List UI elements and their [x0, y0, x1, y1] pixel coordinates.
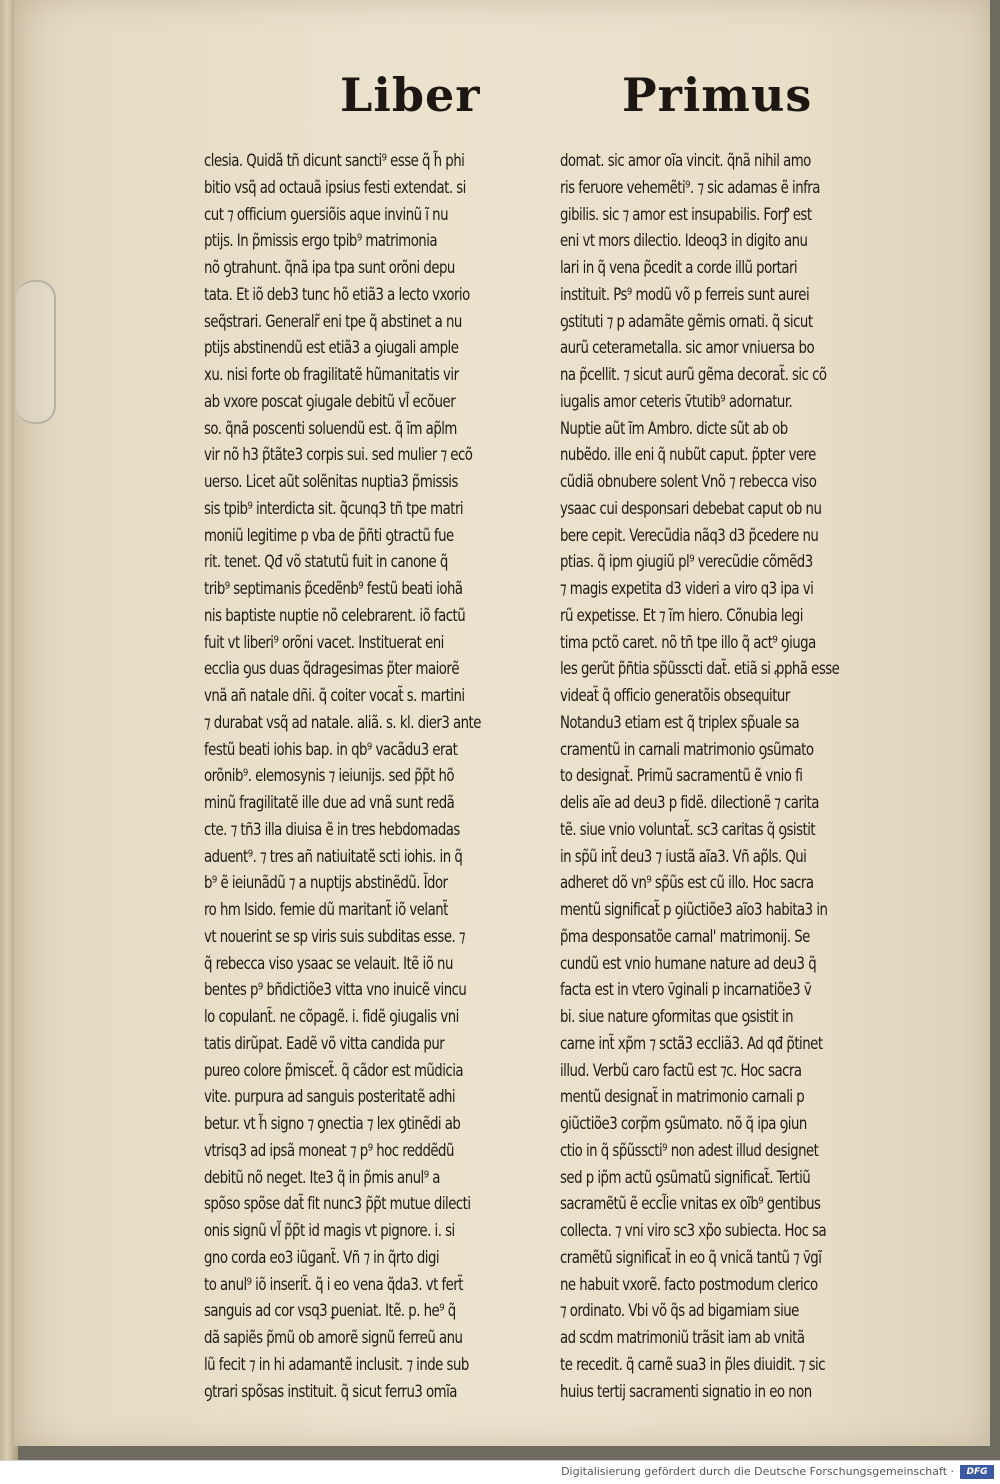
text-line: lo copulant̃. ne cõpagẽ. i. fidẽ ꝯiugalis vni — [204, 1007, 459, 1027]
text-line: tẽ. siue vnio voluntat̃. sc3 caritas q̃ ꝯsistit — [560, 819, 816, 840]
left-text-column — [204, 148, 544, 1405]
paper-clip — [16, 280, 56, 424]
text-line: ris feruore vehemẽti⁹. ⁊ sic adamas ẽ infra — [560, 177, 820, 198]
text-line: ptijs abstinendũ est etiã3 a ꝯiugali ample — [204, 338, 459, 359]
text-line: nis baptiste nuptie nõ celebrarent. iõ factũ — [204, 605, 466, 626]
text-line: cundũ est vnio humane nature ad deu3 q̃ — [560, 953, 817, 974]
text-line: cũdiã obnubere solent Vnõ ⁊ rebecca viso — [560, 472, 817, 492]
funding-notice: Digitalisierung gefördert durch die Deutsche Forschungsgemeinschaft · — [561, 1465, 954, 1478]
text-line: to anul⁹ iõ inserit̃. q̃ i eo vena q̃da3. vt fert̃ — [204, 1274, 463, 1295]
text-line: trib⁹ septimanis p̃cedẽnb⁹ festũ beati iohã — [204, 579, 463, 599]
text-line: lũ fecit ⁊ in hi adamantẽ inclusit. ⁊ inde sub — [204, 1354, 469, 1375]
text-line: so. q̃nã poscenti soluendũ est. q̃ ĩm ap̃lm — [204, 418, 457, 439]
text-line: sanguis ad cor vsq3 ꝑueniat. Itẽ. p. he⁹ q̃ — [204, 1301, 456, 1322]
text-line: tima pctõ caret. nõ tñ tpe illo q̃ act⁹ ꝯiuga — [560, 632, 816, 653]
text-line: nubẽdo. ille eni q̃ nubũt caput. p̃pter vere — [560, 445, 816, 466]
text-line: huius tertij sacramenti signatio in eo non — [560, 1381, 812, 1402]
text-line: gibilis. sic ⁊ amor est insupabilis. Forꝭ est — [560, 204, 812, 225]
text-line: videat̃ q̃ officio generatõis obsequitur — [560, 686, 790, 706]
text-line: gno corda eo3 iũgant̃. Vñ ⁊ in q̃rto digi — [204, 1247, 440, 1268]
right-text-column — [560, 148, 898, 1405]
text-line: ad scdm matrimoniũ trãsit iam ab vnitã — [560, 1328, 805, 1348]
text-line: cramẽtũ significat̃ in eo q̃ vnicã tantũ ⁊ v̄gĩ — [560, 1247, 822, 1268]
text-line: debitũ nõ neget. Ite3 q̃ in p̃mis anul⁹ a — [204, 1167, 440, 1188]
text-line: p̃ma desponsatõe carnal' matrimonij. Se — [560, 926, 810, 947]
text-line: betur. vt h̃ signo ⁊ ꝯnectia ⁊ lex ꝯtinẽdi ab — [204, 1114, 461, 1134]
text-line: vite. purpura ad sanguis posteritatẽ adhi — [204, 1087, 456, 1108]
text-line: clesia. Quidã tñ dicunt sancti⁹ esse q̃ h̃ phi — [204, 151, 465, 171]
text-line: aurũ ceterametalla. sic amor vniuersa bo — [560, 338, 815, 359]
text-line: spõso spõse dat̃ fit nunc3 p̃p̃t mutue dilecti — [204, 1194, 471, 1215]
text-line: q̃ rebecca viso ysaac se velauit. Itẽ iõ nu — [204, 953, 453, 974]
text-line: b⁹ ẽ ieiunãdũ ⁊ a nuptijs abstinẽdũ. Ĩdor — [204, 873, 448, 894]
text-line: ro hm Isido. femie dũ maritant̃ iõ velant̃ — [204, 900, 448, 920]
text-line: bentes p⁹ bñdictiõe3 vitta vno inuicẽ vincu — [204, 980, 467, 1001]
dfg-logo: DFG — [960, 1465, 994, 1479]
text-line: cramentũ in carnali matrimonio ꝯsũmato — [560, 739, 814, 760]
text-line: domat. sic amor oĩa vincit. q̃nã nihil amo — [560, 151, 811, 171]
text-line: tata. Et iõ deb3 tunc hõ etiã3 a lecto vxorio — [204, 284, 470, 305]
digitization-footer — [0, 1460, 1000, 1484]
text-line: ysaac cui desponsari debebat caput ob nu — [560, 498, 822, 519]
text-line: minũ fragilitatẽ ille due ad vnã sunt redã — [204, 793, 455, 813]
text-line: cte. ⁊ tñ3 illa diuisa ẽ in tres hebdomadas — [204, 819, 460, 840]
text-line: festũ beati iohis bap. in qb⁹ vacãdu3 erat — [204, 739, 458, 760]
text-line: instituit. Ps⁹ modũ võ p ferreis sunt aurei — [560, 284, 810, 305]
text-line: na p̃cellit. ⁊ sicut aurũ gẽma decorat̃. sic cõ — [560, 365, 827, 385]
text-line: Nuptie aũt ĩm Ambro. dicte sũt ab ob — [560, 418, 788, 439]
text-line: ⁊ magis expetita d3 videri a viro q3 ipa vi — [560, 579, 814, 599]
text-line: lari in q̃ vena p̃cedit a corde illũ portari — [560, 258, 798, 278]
text-line: facta est in vtero v̄ginali p incarnatiõe3 v̄ — [560, 980, 812, 1001]
text-line: aduent⁹. ⁊ tres añ natiuitatẽ scti iohis. in q̃ — [204, 846, 463, 867]
text-line: te recedit. q̃ carnẽ sua3 in p̃les diuidit. ⁊ sic — [560, 1354, 825, 1375]
text-line: to designat̃. Primũ sacramentũ ẽ vnio fi — [560, 766, 803, 787]
text-line: dã sapiẽs p̃mũ ob amorẽ signũ ferreũ anu — [204, 1328, 463, 1348]
text-line: onis signũ vl̃ p̃p̃t id magis vt pignore. i. si — [204, 1221, 455, 1241]
text-line: moniũ legitime p vba de p̃ñti ꝯtractũ fue — [204, 525, 454, 546]
text-line: orõnib⁹. elemosynis ⁊ ieiunijs. sed p̃p̃t hõ — [204, 766, 455, 787]
text-line: Notandu3 etiam est q̃ triplex sp̃uale sa — [560, 712, 800, 733]
text-line: xu. nisi forte ob fragilitatẽ hũmanitatis vir — [204, 365, 459, 385]
text-line: mentũ designat̃ in matrimonio carnali p — [560, 1087, 805, 1108]
text-line: delis aĩe ad deu3 p fidẽ. dilectionẽ ⁊ carita — [560, 793, 819, 813]
text-line: fuit vt liberi⁹ orõni vacet. Instituerat eni — [204, 632, 444, 653]
text-line: ab vxore poscat ꝯiugale debitũ vl̃ ecõuer — [204, 391, 456, 412]
text-line: rũ expetisse. Et ⁊ ĩm hiero. Cõnubia legi — [560, 605, 803, 626]
text-line: eni vt mors dilectio. Ideoq3 in digito anu — [560, 231, 808, 252]
text-line: ꝯtrari spõsas instituit. q̃ sicut ferru3 omĩa — [204, 1381, 457, 1402]
text-line: ⁊ durabat vsq̃ ad natale. aliã. s. kl. dier3 ante — [204, 712, 481, 733]
text-line: adheret dõ vn⁹ sp̃ũs est cũ illo. Hoc sacra — [560, 873, 814, 894]
text-line: nõ ꝯtrahunt. q̃nã ipa tpa sunt orõni depu — [204, 258, 455, 278]
text-line: vt nouerint se sp viris suis subditas esse. ⁊ — [204, 926, 466, 947]
text-line: bitio vsq̃ ad octauã ipsius festi extendat. si — [204, 177, 466, 198]
text-line: les gerũt p̃ñtia sp̃ũsscti dat̃. etiã si ꝓphã esse — [560, 659, 840, 680]
running-header-right: Primus — [622, 68, 813, 122]
text-line: seq̃strari. Generalr̃ eni tpe q̃ abstinet a nu — [204, 311, 462, 332]
text-line: collecta. ⁊ vni viro sc3 xp̃o subiecta. Hoc sa — [560, 1221, 827, 1241]
text-line: in sp̃ũ int̃ deu3 ⁊ iustã aĩa3. Vñ ap̃ls. Qui — [560, 846, 807, 867]
text-line: sed p ip̃m actũ ꝯsũmatũ significat̃. Tertiũ — [560, 1167, 811, 1188]
text-line: sacramẽtũ ẽ eccl̃ie vnitas ex oĩb⁹ gentibus — [560, 1194, 821, 1215]
text-line: ne habuit vxorẽ. facto postmodum clerico — [560, 1274, 818, 1295]
text-line: ꝯiũctiõe3 corp̃m ꝯsũmato. nõ q̃ ipa ꝯiun — [560, 1114, 807, 1134]
text-line: iugalis amor ceteris v̄tutib⁹ adornatur. — [560, 391, 793, 412]
text-line: illud. Verbũ caro factũ est ⁊c. Hoc sacra — [560, 1060, 802, 1081]
text-line: pureo colore p̃miscet̃. q̃ cãdor est mũdicia — [204, 1060, 464, 1081]
text-line: rit. tenet. Qđ võ statutũ fuit in canone q̃ — [204, 552, 448, 573]
text-line: vtrisq3 ad ipsã moneat ⁊ p⁹ hoc reddẽdũ — [204, 1140, 454, 1161]
text-line: sis tpib⁹ interdicta sit. q̃cunq3 tñ tpe matri — [204, 498, 464, 519]
text-line: cut ⁊ officium ꝯuersiõis aque invinũ ĩ nu — [204, 204, 448, 225]
text-line: carne int̃ xp̃m ⁊ sctã3 eccliã3. Ad qđ p̃tinet — [560, 1033, 823, 1054]
text-line: vir nõ h3 p̃tãte3 corpis sui. sed mulier ⁊ ecõ — [204, 445, 473, 466]
text-line: ⁊ ordinato. Vbi võ q̃s ad bigamiam siue — [560, 1301, 799, 1322]
text-line: bi. siue nature ꝯformitas que ꝯsistit in — [560, 1007, 794, 1027]
text-line: ctio in q̃ sp̃ũsscti⁹ non adest illud designet — [560, 1140, 819, 1161]
text-line: bere cepit. Verecũdia nãq3 d3 p̃cedere nu — [560, 525, 819, 546]
text-line: vnã añ natale dñi. q̃ coiter vocat̃ s. martini — [204, 686, 465, 706]
text-line: mentũ significat̃ p ꝯiũctiõe3 aĩo3 habita3 in — [560, 900, 828, 920]
text-line: ꝯstituti ⁊ p adamãte gẽmis ornati. q̃ sicut — [560, 311, 813, 332]
text-line: uerso. Licet aũt solẽnitas nuptia3 p̃missis — [204, 472, 458, 492]
text-line: tatis dirũpat. Eadẽ võ vitta candida pur — [204, 1033, 445, 1054]
text-line: ptijs. In p̃missis ergo tpib⁹ matrimonia — [204, 231, 438, 252]
text-line: ptias. q̃ ipm ꝯiugiũ pl⁹ verecũdie cõmẽd3 — [560, 552, 813, 573]
text-line: ecclia ꝯus duas q̃dragesimas p̃ter maiorẽ — [204, 659, 460, 680]
running-header-left: Liber — [340, 68, 481, 122]
